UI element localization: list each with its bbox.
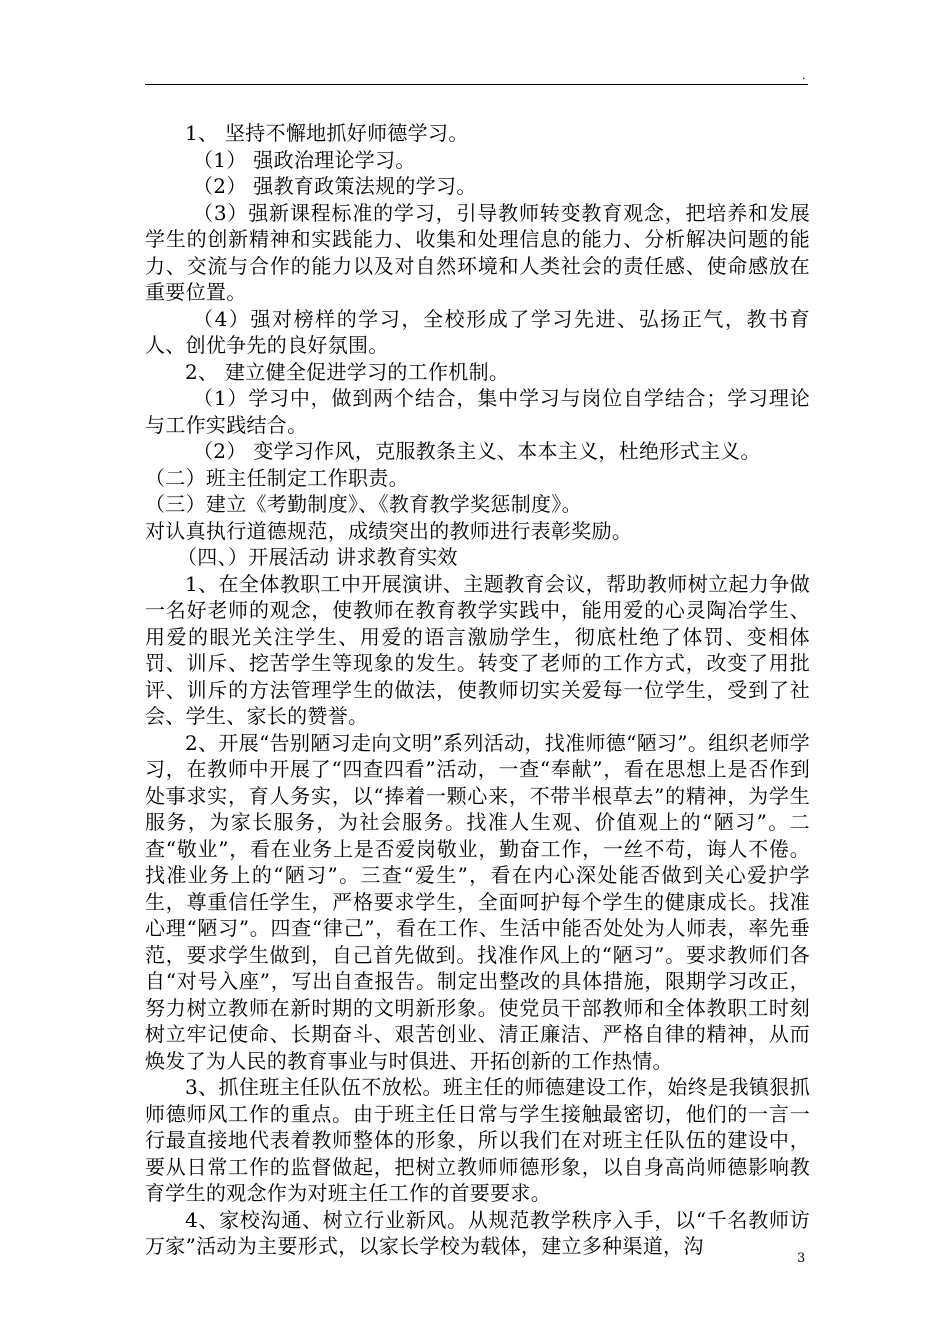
paragraph: 1、在全体教职工中开展演讲、主题教育会议，帮助教师树立起力争做一名好老师的观念，使教师在教育教学实践中，能用爱的心灵陶冶学生、用爱的眼光关注学生、用爱的语言激励学生，彻底杜绝了体罚、变相体罚、训斥、挖苦学生等现象的发生。转变了老师的工作方式，改变了用批评、训斥的方法管理学生的做法，使教师切实关爱每一位学生，受到了社会、学生、家长的赞誉。 <box>145 571 810 728</box>
paragraph: （4）强对榜样的学习，全校形成了学习先进、弘扬正气，教书育人、创优争先的良好氛围。 <box>145 306 810 357</box>
paragraph: 2、开展“告别陋习走向文明”系列活动，找准师德“陋习”。组织老师学习，在教师中开展了“四查四看”活动，一查“奉献”，看在思想上是否作到处事求实，育人务实，以“捧着一颗心来，不带半根草去”的精神，为学生服务，为家长服务，为社会服务。找准人生观、价值观上的“陋习”。二查“敬业”，看在业务上是否爱岗敬业，勤奋工作，一丝不苟，诲人不倦。找准业务上的“陋习”。三查“爱生”，看在内心深处能否做到关心爱护学生，尊重信任学生，严格要求学生，全面呵护每个学生的健康成长。找准心理“陋习”。四查“律己”，看在工作、生活中能否处处为人师表，率先垂范，要求学生做到，自己首先做到。找准作风上的“陋习”。要求教师们各自“对号入座”，写出自查报告。制定出整改的具体措施，限期学习改正，努力树立教师在新时期的文明新形象。使党员干部教师和全体教职工时刻树立牢记使命、长期奋斗、艰苦创业、清正廉洁、严格自律的精神，从而焕发了为人民的教育事业与时俱进、开拓创新的工作热情。 <box>145 730 810 1073</box>
header-rule <box>145 84 808 85</box>
paragraph: （1）学习中，做到两个结合，集中学习与岗位自学结合；学习理论与工作实践结合。 <box>145 386 810 437</box>
page-number: 3 <box>797 1251 806 1266</box>
paragraph: （2） 强教育政策法规的学习。 <box>193 174 477 198</box>
paragraph: （二）班主任制定工作职责。 <box>145 465 409 490</box>
paragraph: （2） 变学习作风，克服教条主义、本本主义，杜绝形式主义。 <box>193 439 761 463</box>
paragraph: （三）建立《考勤制度》、《教育教学奖惩制度》。 <box>145 492 582 516</box>
paragraph: （1） 强政治理论学习。 <box>193 147 416 172</box>
paragraph: 4、家校沟通、树立行业新风。从规范教学秩序入手，以“千名教师访万家”活动为主要形式，以家长学校为载体，建立多种渠道，沟 <box>145 1207 810 1258</box>
header-mark: . <box>802 69 806 82</box>
document-body <box>145 120 810 1260</box>
paragraph: 1、 坚持不懈地抓好师德学习。 <box>185 121 469 145</box>
paragraph: 对认真执行道德规范，成绩突出的教师进行表彰奖励。 <box>145 518 633 543</box>
paragraph: （四、）开展活动 讲求教育实效 <box>177 545 458 569</box>
paragraph: 2、 建立健全促进学习的工作机制。 <box>185 359 510 384</box>
paragraph: 3、抓住班主任队伍不放松。班主任的师德建设工作，始终是我镇狠抓师德师风工作的重点。由于班主任日常与学生接触最密切，他们的一言一行最直接地代表着教师整体的形象，所以我们在对班主任队伍的建设中，要从日常工作的监督做起，把树立教师师德形象，以自身高尚师德影响教育学生的观念作为对班主任工作的首要要求。 <box>145 1075 810 1205</box>
paragraph: （3）强新课程标准的学习，引导教师转变教育观念，把培养和发展学生的创新精神和实践能力、收集和处理信息的能力、分析解决问题的能力、交流与合作的能力以及对自然环境和人类社会的责任感、使命感放在重要位置。 <box>145 200 810 304</box>
